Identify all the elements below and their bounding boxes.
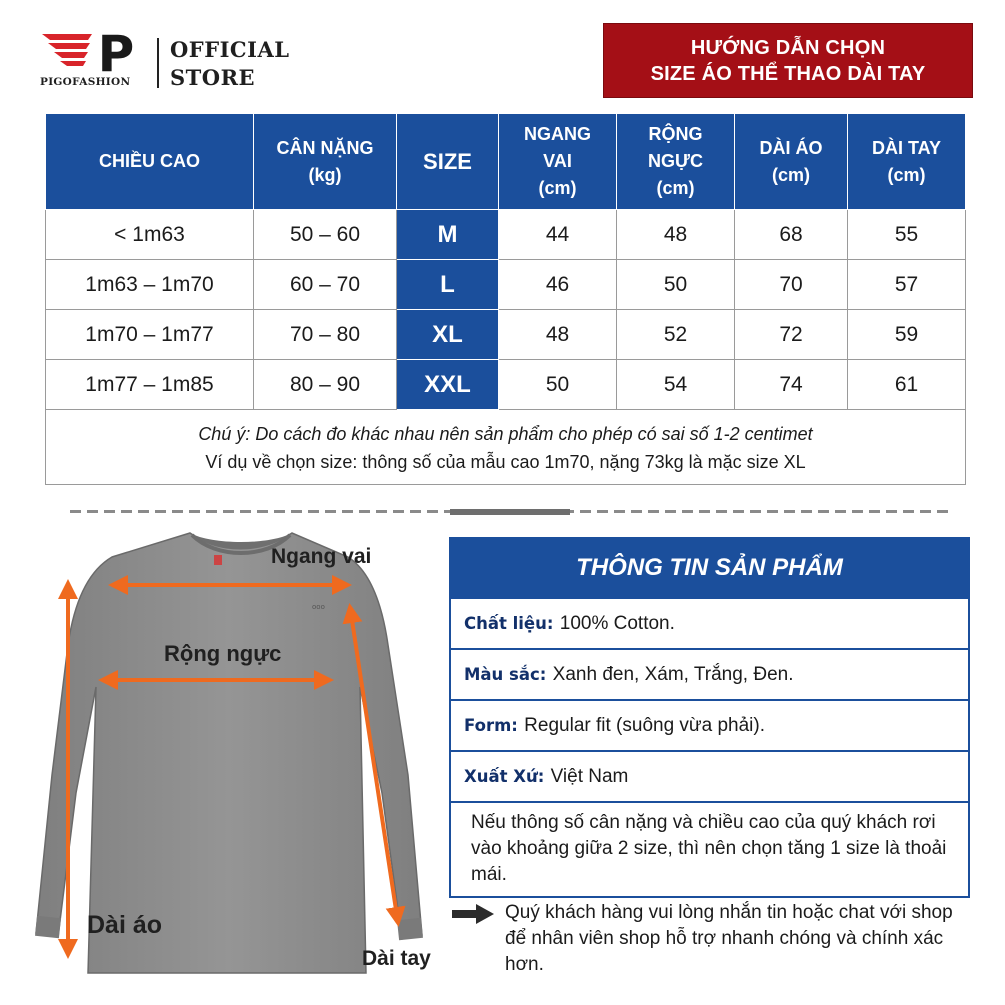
product-info-panel <box>449 537 970 898</box>
cell-sleeve: 59 <box>848 310 966 360</box>
col-header-shoulder: NGANG VAI (cm) <box>499 114 617 210</box>
store-line-2: STORE <box>170 65 256 90</box>
cell-weight: 60 – 70 <box>254 260 397 310</box>
size-chart-table <box>45 113 966 485</box>
table-row <box>46 310 966 360</box>
info-row-material: Chất liệu : 100% Cotton. <box>451 597 968 648</box>
cell-weight: 50 – 60 <box>254 210 397 260</box>
logo-wings-icon <box>40 30 150 74</box>
info-value: Việt Nam <box>550 765 629 787</box>
product-info-title: THÔNG TIN SẢN PHẨM <box>451 539 968 597</box>
info-row-color: Màu sắc : Xanh đen, Xám, Trắng, Đen. <box>451 648 968 699</box>
cell-chest: 52 <box>617 310 735 360</box>
contact-text: Quý khách hàng vui lòng nhắn tin hoặc chat với shop để nhân viên shop hỗ trợ nhanh chóng và chính xác hơn. <box>505 902 953 975</box>
cell-shoulder: 44 <box>499 210 617 260</box>
logo-letter: P <box>97 30 135 74</box>
header-divider <box>157 38 159 88</box>
label-rong-nguc: Rộng ngực <box>164 641 282 666</box>
brand-logo <box>40 30 150 92</box>
table-note-row <box>46 410 966 485</box>
cell-length: 74 <box>735 360 848 410</box>
cell-sleeve: 61 <box>848 360 966 410</box>
info-value: Regular fit (suông vừa phải). <box>524 714 766 736</box>
info-value: Xanh đen, Xám, Trắng, Đen. <box>552 663 794 685</box>
size-tip: Nếu thông số cân nặng và chiều cao của quý khách rơi vào khoảng giữa 2 size, thì nên chọn tăng 1 size là thoải mái. <box>451 801 968 896</box>
cell-weight: 70 – 80 <box>254 310 397 360</box>
size-guide-banner <box>603 23 973 98</box>
label-dai-ao: Dài áo <box>87 911 163 939</box>
separator-accent <box>450 509 570 515</box>
info-key: Form <box>464 716 512 735</box>
info-row-origin: Xuất Xứ : Việt Nam <box>451 750 968 801</box>
col-header-height: CHIỀU CAO <box>46 114 254 210</box>
info-key: Chất liệu <box>464 614 547 633</box>
col-header-weight: CÂN NẶNG (kg) <box>254 114 397 210</box>
cell-size: XL <box>397 310 499 360</box>
info-key: Màu sắc <box>464 665 540 684</box>
note-tolerance: Chú ý: Do cách đo khác nhau nên sản phẩm cho phép có sai số 1-2 centimet <box>198 424 813 444</box>
store-line-1: OFFICIAL <box>170 37 290 62</box>
shirt-body <box>36 533 422 973</box>
cell-height: 1m70 – 1m77 <box>46 310 254 360</box>
banner-line-2: SIZE ÁO THỂ THAO DÀI TAY <box>650 63 926 85</box>
table-row <box>46 210 966 260</box>
svg-text:ooo: ooo <box>312 603 325 611</box>
info-row-form: Form : Regular fit (suông vừa phải). <box>451 699 968 750</box>
official-store-label <box>170 36 290 92</box>
cell-length: 68 <box>735 210 848 260</box>
arrow-right-icon <box>452 904 494 924</box>
col-header-size: SIZE <box>397 114 499 210</box>
cell-size: M <box>397 210 499 260</box>
table-note <box>46 410 966 485</box>
col-header-length: DÀI ÁO (cm) <box>735 114 848 210</box>
cell-height: 1m63 – 1m70 <box>46 260 254 310</box>
info-value: 100% Cotton. <box>559 612 675 634</box>
info-key: Xuất Xứ <box>464 767 538 786</box>
cell-height: 1m77 – 1m85 <box>46 360 254 410</box>
table-row <box>46 260 966 310</box>
cell-chest: 50 <box>617 260 735 310</box>
cell-height: < 1m63 <box>46 210 254 260</box>
cell-size: XXL <box>397 360 499 410</box>
cell-shoulder: 48 <box>499 310 617 360</box>
col-header-chest: RỘNG NGỰC (cm) <box>617 114 735 210</box>
note-example: Ví dụ về chọn size: thông số của mẫu cao 1m70, nặng 73kg là mặc size XL <box>205 452 806 472</box>
label-ngang-vai: Ngang vai <box>271 545 372 568</box>
cell-sleeve: 55 <box>848 210 966 260</box>
cell-weight: 80 – 90 <box>254 360 397 410</box>
contact-note <box>452 900 972 980</box>
cell-shoulder: 50 <box>499 360 617 410</box>
cell-size: L <box>397 260 499 310</box>
col-header-sleeve: DÀI TAY (cm) <box>848 114 966 210</box>
cell-sleeve: 57 <box>848 260 966 310</box>
banner-line-1: HƯỚNG DẪN CHỌN <box>690 37 886 59</box>
label-dai-tay: Dài tay <box>362 947 431 970</box>
cell-chest: 54 <box>617 360 735 410</box>
cell-chest: 48 <box>617 210 735 260</box>
shirt-measurement-diagram <box>30 525 450 995</box>
table-row <box>46 360 966 410</box>
brand-name: PIGOFASHION <box>40 76 131 88</box>
cell-length: 72 <box>735 310 848 360</box>
cell-length: 70 <box>735 260 848 310</box>
table-header-row <box>46 114 966 210</box>
cell-shoulder: 46 <box>499 260 617 310</box>
